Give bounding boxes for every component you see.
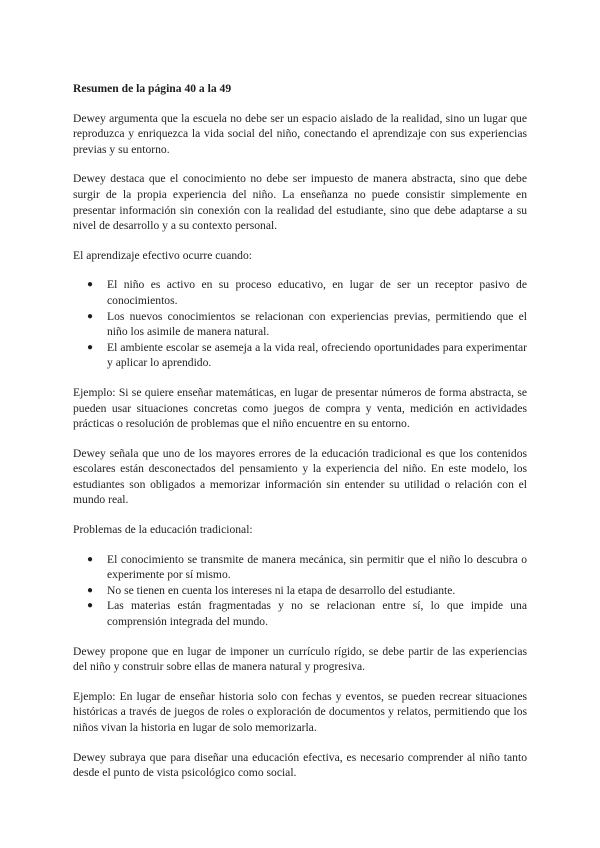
paragraph-2: Dewey destaca que el conocimiento no debe ser impuesto de manera abstracta, sino que debe surgir de la propia experiencia del niño. La enseñanza no puede consistir simplemente en presentar información sin conexión con la realidad del estudiante, sino que debe adaptarse a su nivel de desarrollo y a su contexto personal. — [73, 172, 527, 233]
list-item: ● Las materias están fragmentadas y no se relacionan entre sí, lo que impide una comprensión integrada del mundo. — [87, 599, 527, 629]
bullet-icon: ● — [87, 310, 94, 322]
list-item: ● El conocimiento se transmite de manera mecánica, sin permitir que el niño lo descubra o experimente por sí mismo. — [87, 552, 527, 582]
list-item: ● El ambiente escolar se asemeja a la vida real, ofreciendo oportunidades para experimentar y aplicar lo aprendido. — [87, 340, 527, 370]
paragraph-6: Problemas de la educación tradicional: — [73, 523, 253, 537]
bullet-icon: ● — [87, 279, 94, 291]
paragraph-5: Dewey señala que uno de los mayores errores de la educación tradicional es que los contenidos escolares están desconectados del pensamiento y la experiencia del niño. En este modelo, los estudiantes son obligados a memorizar información sin entender su utilidad o relación con el mundo real. — [73, 446, 527, 507]
traditional-problems-list — [73, 552, 527, 630]
effective-learning-list — [73, 277, 527, 371]
bullet-icon: ● — [87, 553, 94, 565]
bullet-icon: ● — [87, 584, 94, 596]
paragraph-8: Ejemplo: En lugar de enseñar historia solo con fechas y eventos, se pueden recrear situaciones históricas a través de juegos de roles o exploración de documentos y relatos, permitiendo que los niños vivan la historia en lugar de solo memorizarla. — [73, 689, 527, 734]
list-item: ● No se tienen en cuenta los intereses ni la etapa de desarrollo del estudiante. — [87, 583, 456, 597]
list-item: ● El niño es activo en su proceso educativo, en lugar de ser un receptor pasivo de conocimientos. — [87, 278, 527, 307]
paragraph-1: Dewey argumenta que la escuela no debe ser un espacio aislado de la realidad, sino un lugar que reproduzca y enriquezca la vida social del niño, conectando el aprendizaje con sus experiencias previas y su entorno. — [73, 111, 527, 156]
document-title: Resumen de la página 40 a la 49 — [73, 82, 232, 95]
bullet-icon: ● — [87, 341, 94, 353]
list-item: ● Los nuevos conocimientos se relacionan con experiencias previas, permitiendo que el niño los asimile de manera natural. — [87, 309, 527, 339]
paragraph-9: Dewey subraya que para diseñar una educación efectiva, es necesario comprender al niño tanto desde el punto de vista psicológico como social. — [73, 750, 527, 780]
paragraph-4: Ejemplo: Si se quiere enseñar matemáticas, en lugar de presentar números de forma abstracta, se pueden usar situaciones concretas como juegos de compra y venta, medición en actividades prácticas o resolución de problemas que el niño encuentre en su entorno. — [73, 385, 527, 431]
paragraph-3: El aprendizaje efectivo ocurre cuando: — [73, 248, 252, 262]
bullet-icon: ● — [87, 600, 94, 612]
paragraph-7: Dewey propone que en lugar de imponer un currículo rígido, se debe partir de las experiencias del niño y construir sobre ellas de manera natural y progresiva. — [73, 644, 527, 674]
